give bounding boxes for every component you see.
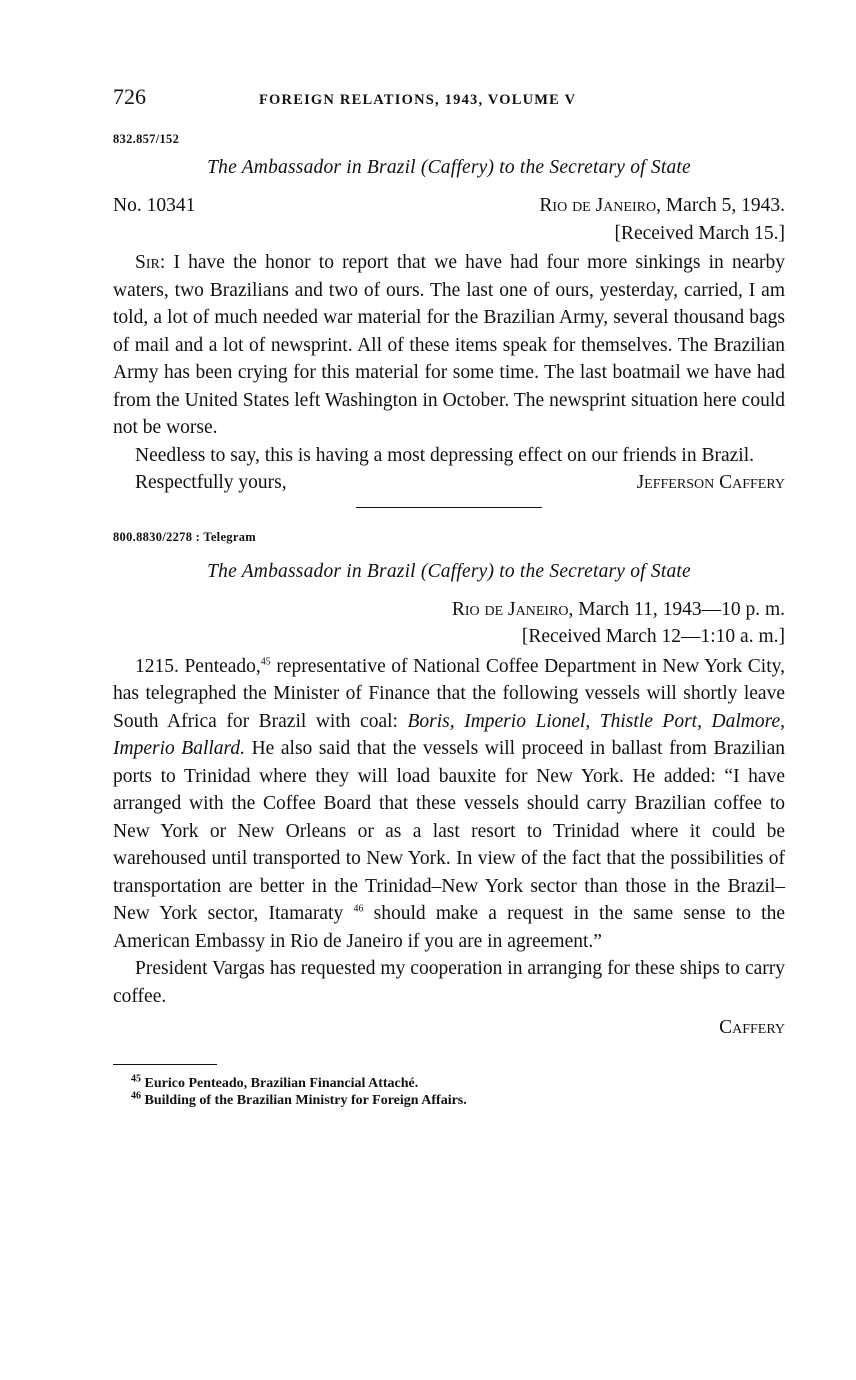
doc1-salutation: Sir bbox=[135, 252, 160, 273]
doc1-number: No. 10341 bbox=[113, 195, 196, 216]
doc2-paragraph-1 bbox=[113, 653, 785, 956]
doc1-complimentary-close: Respectfully yours, bbox=[135, 472, 287, 493]
section-divider bbox=[356, 507, 542, 508]
doc1-received: [Received March 15.] bbox=[614, 222, 785, 244]
doc1-file-number: 832.857/152 bbox=[113, 132, 180, 146]
page-number: 726 bbox=[113, 84, 146, 109]
footnote-46-text: Building of the Brazilian Ministry for Foreign Affairs. bbox=[141, 1092, 467, 1108]
footnote-45-mark: 45 bbox=[131, 1072, 141, 1084]
vessel-names: Boris, Imperio Lionel, Thistle Port, Dalmore, Imperio Ballard. bbox=[113, 710, 785, 759]
doc1-paragraph-1-text: : I have the honor to report that we have had four more sinkings in nearby waters, two Brazilians and two of ours. The last one of ours, yesterday, carried, I am told, a lot of much needed war material for the Brazilian Army, several thousand bags of mail and a lot of newsprint. All of these items speak for themselves. The Brazilian Army has been crying for this material for some time. The last boatmail we have had from the United States left Washington in October. The newsprint situation here could not be worse. bbox=[113, 252, 785, 438]
doc1-place: Rio de Janeiro bbox=[539, 195, 657, 216]
footnote-ref-45: 45 bbox=[260, 656, 271, 667]
doc1-closing bbox=[113, 469, 785, 497]
doc2-paragraph-2: President Vargas has requested my cooperation in arranging for these ships to carry coffee. bbox=[113, 958, 785, 1007]
doc2-heading: The Ambassador in Brazil (Caffery) to the Secretary of State bbox=[207, 560, 691, 582]
doc1-signature: Jefferson Caffery bbox=[636, 472, 785, 493]
page bbox=[113, 84, 785, 1109]
doc2-signature: Caffery bbox=[719, 1017, 785, 1038]
doc1-date: , March 5, 1943. bbox=[656, 195, 785, 216]
doc1-paragraph-2: Needless to say, this is having a most depressing effect on our friends in Brazil. bbox=[135, 444, 754, 466]
doc1-place-date bbox=[539, 192, 785, 220]
doc2-received: [Received March 12—1:10 a. m.] bbox=[521, 626, 785, 647]
footnote-45 bbox=[131, 1072, 785, 1092]
footnote-rule bbox=[113, 1064, 217, 1065]
footnote-45-text: Eurico Penteado, Brazilian Financial Attaché. bbox=[141, 1075, 419, 1091]
doc2-p1-c: He also said that the vessels will proceed in ballast from Brazilian ports to Trinidad where they will load bauxite for New York. He added: “I have arranged with the Coffee Board that these vessels should carry Brazilian coffee to New York or New Orleans or as a last resort to Trinidad where it could be warehoused until transported to New York. In view of the fact that the possibilities of transportation are better in the Trinidad–New York sector than those in the Brazil–New York sector, Itamaraty bbox=[113, 738, 785, 924]
doc2-dateline bbox=[113, 596, 785, 624]
doc2-file-number: 800.8830/2278 : Telegram bbox=[113, 529, 256, 544]
footnote-46-mark: 46 bbox=[131, 1089, 141, 1101]
doc2-date: , March 11, 1943—10 p. m. bbox=[568, 598, 785, 620]
doc2-p1-d: should make a request in the same sense to the American Embassy in Rio de Janeiro if you are in agreement.” bbox=[113, 903, 786, 952]
footnote-ref-46: 46 bbox=[353, 903, 364, 915]
doc1-heading: The Ambassador in Brazil (Caffery) to the Secretary of State bbox=[207, 157, 691, 178]
doc2-p1-a: 1215. Penteado, bbox=[135, 655, 261, 677]
doc2-place: Rio de Janeiro bbox=[451, 598, 569, 620]
doc1-dateline bbox=[113, 192, 785, 220]
doc1-paragraph-1 bbox=[113, 249, 785, 442]
footnote-46 bbox=[131, 1089, 785, 1109]
running-title: FOREIGN RELATIONS, 1943, VOLUME V bbox=[259, 92, 577, 108]
footnotes bbox=[113, 1072, 785, 1109]
running-head bbox=[113, 84, 785, 120]
doc2-p1-b: representative of National Coffee Department in New York City, has telegraphed the Minister of Finance that the following vessels will shortly leave South Africa for Brazil with coal: bbox=[113, 655, 785, 732]
